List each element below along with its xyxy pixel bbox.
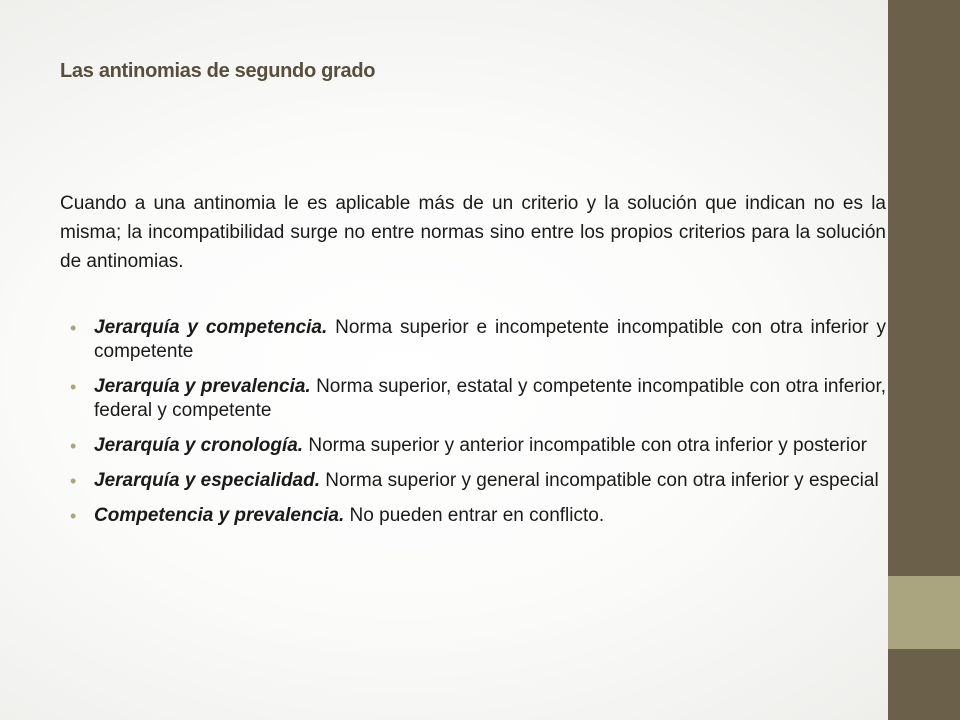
decorative-sidebar-band [888, 576, 960, 649]
intro-paragraph: Cuando a una antinomia le es aplicable más de un criterio y la solución que indican no es la misma; la incompatibilidad surge no entre normas sino entre los propios criterios para la solución de antinomias. [60, 193, 886, 272]
slide-title: Las antinomias de segundo grado [60, 60, 376, 82]
bullet-item-jerarquia-cronologia [60, 434, 886, 458]
bullet-item-competencia-prevalencia [60, 504, 886, 528]
bullet-icon: • [70, 471, 77, 491]
bullet-term: Jerarquía y cronología. [94, 435, 304, 456]
bullet-text: No pueden entrar en conflicto. [344, 505, 605, 526]
bullet-item-jerarquia-especialidad [60, 469, 886, 493]
bullet-icon: • [70, 436, 77, 456]
bullet-list [60, 316, 886, 539]
decorative-sidebar [888, 0, 960, 720]
bullet-term: Jerarquía y especialidad. [94, 470, 321, 491]
bullet-item-jerarquia-prevalencia [60, 375, 886, 423]
bullet-text: Norma superior y general incompatible con otra inferior y especial [320, 470, 879, 491]
bullet-term: Jerarquía y prevalencia. [94, 376, 311, 397]
bullet-icon: • [70, 506, 77, 526]
bullet-text: Norma superior, estatal y competente incompatible con otra inferior, federal y competente [94, 376, 887, 421]
bullet-icon: • [70, 318, 77, 338]
bullet-text: Norma superior y anterior incompatible con otra inferior y posterior [303, 435, 867, 456]
bullet-term: Competencia y prevalencia. [94, 505, 345, 526]
bullet-item-jerarquia-competencia [60, 316, 886, 364]
bullet-icon: • [70, 377, 77, 397]
bullet-text: Norma superior e incompetente incompatible con otra inferior y competente [94, 317, 886, 362]
bullet-term: Jerarquía y competencia. [94, 317, 328, 338]
